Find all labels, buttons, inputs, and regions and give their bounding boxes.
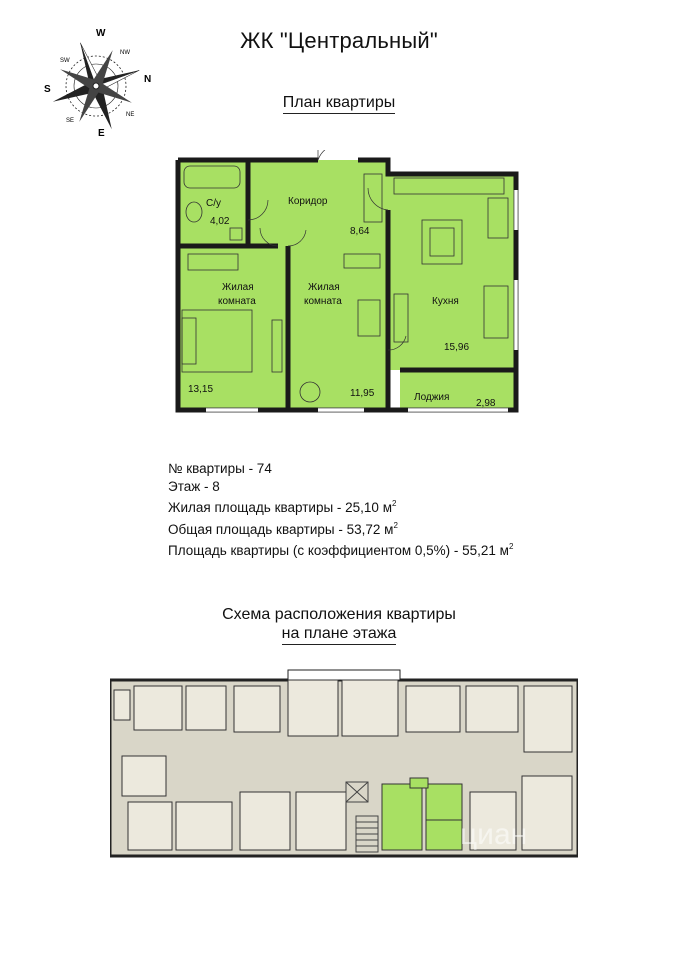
apartment-number: № квартиры - 74 (168, 461, 272, 476)
page-title: ЖК "Центральный" (240, 28, 438, 53)
compass-rose-icon (36, 24, 156, 144)
compass-nw: NW (120, 50, 130, 56)
highlighted-apartment-c (426, 820, 462, 850)
compass-e: E (98, 128, 105, 139)
room-loggia (400, 370, 516, 410)
loggia-name: Лоджия (414, 392, 450, 403)
highlighted-apartment-a (382, 784, 422, 850)
room2-name1: Жилая (308, 282, 340, 293)
apartment-floor: Этаж - 8 (168, 478, 220, 494)
total-area: Общая площадь квартиры - 53,72 $м^2$ (168, 520, 398, 537)
living-area: Жилая площадь квартиры - 25,10 $м^2$ (168, 499, 397, 515)
scheme-title: Схема расположения квартиры на плане этажа (0, 605, 678, 643)
highlighted-apartment-b (426, 784, 462, 820)
loggia-area: 2,98 (476, 398, 496, 409)
kitchen-name: Кухня (432, 296, 459, 307)
compass-s: S (44, 84, 51, 95)
coef-area: Площадь квартиры (с коэффициентом 0,5%) - 55,21 $м^2$ (168, 542, 514, 558)
apartment-info (168, 460, 513, 560)
bath-name: С/у (206, 198, 221, 209)
room1-area: 13,15 (188, 384, 214, 395)
compass-n: N (144, 74, 152, 85)
room2-name2: комната (304, 296, 342, 307)
compass-w: W (96, 28, 106, 39)
watermark: циан (460, 818, 528, 851)
room2-area: 11,95 (350, 388, 375, 399)
bath-area: 4,02 (210, 216, 230, 227)
room-kitchen (388, 174, 516, 370)
corridor-area: 8,64 (350, 226, 370, 237)
compass-sw: SW (60, 58, 70, 64)
compass-ne: NE (126, 112, 135, 118)
room1-name2: комната (218, 296, 256, 307)
apartment-plan (168, 150, 528, 430)
room1-name1: Жилая (222, 282, 254, 293)
corridor-name: Коридор (288, 196, 328, 207)
compass-se: SE (66, 118, 75, 124)
kitchen-area: 15,96 (444, 342, 470, 353)
plan-title: План квартиры (0, 94, 678, 112)
floor-scheme (110, 666, 578, 862)
